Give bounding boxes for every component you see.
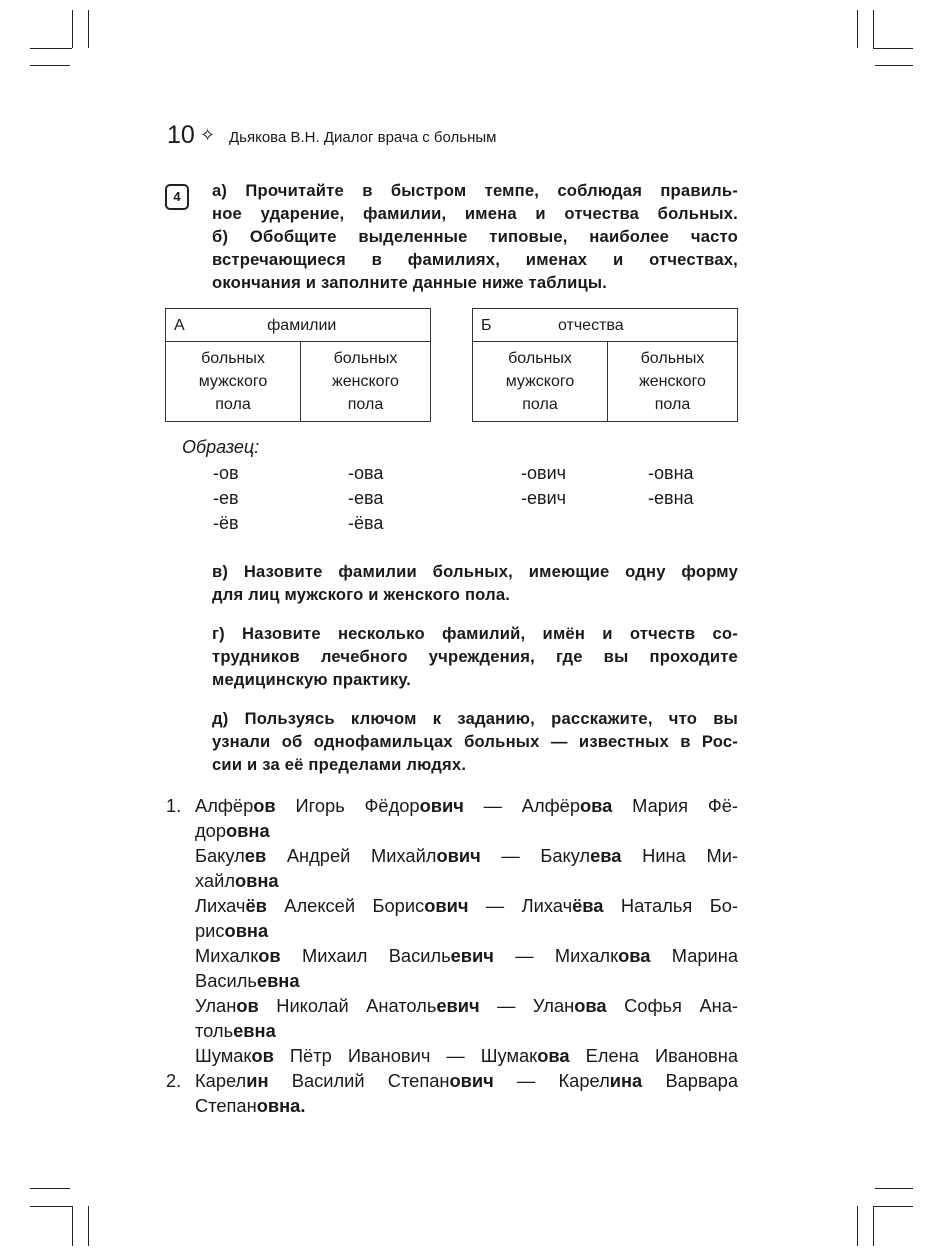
name-text: Пётр Иванович — Шумак [273,1045,538,1066]
crop-mark [873,1206,874,1246]
crop-mark [30,1188,70,1189]
column-male: больных мужского пола [166,342,301,422]
list-line [195,795,738,817]
crop-mark [30,1206,72,1207]
name-text: Шумак [195,1045,252,1066]
highlighted-ending: ова [618,945,651,966]
highlighted-ending: евна [233,1020,276,1041]
highlighted-ending: овна [234,870,279,891]
name-text: Андрей Михайл [266,845,437,866]
name-text: Степан [195,1095,257,1116]
highlighted-ending: ёва [572,895,604,916]
highlighted-ending: ева [590,845,622,866]
list-line [195,895,738,917]
name-text: Николай Анатоль [258,995,437,1016]
name-text: Бакул [195,845,245,866]
running-title: Дьякова В.Н. Диалог врача с больным [229,129,497,146]
list-number: 2. [166,1070,182,1091]
list-line [195,870,738,892]
name-text: Алексей Борис [266,895,425,916]
crop-mark [30,65,70,66]
list-line [195,1045,738,1067]
name-text: Софья Ана- [606,995,738,1016]
list-line [195,920,738,942]
name-text: Варвара [642,1070,738,1091]
column-male: больных мужского пола [473,342,608,422]
star-ornament-icon: ✧ [200,125,216,145]
highlighted-ending: овна. [256,1095,306,1116]
ending: -евна [648,488,694,508]
instruction-line: б) Обобщите выделенные типовые, наиболее часто [212,227,738,246]
list-line [195,1070,738,1092]
name-text: Игорь Фёдор [275,795,420,816]
ending: -овна [648,463,694,483]
ending: -евич [521,488,566,508]
instruction-line: медицинскую практику. [212,670,412,689]
name-text: Елена Ивановна [569,1045,738,1066]
instruction-line: сии и за её пределами людях. [212,755,467,774]
highlighted-ending: ёв [245,895,267,916]
list-number: 1. [166,795,182,816]
name-text: Михаил Василь [280,945,451,966]
ending: -ёва [348,513,384,533]
highlighted-ending: ова [537,1045,570,1066]
highlighted-ending: ов [258,945,281,966]
list-line [195,995,738,1017]
crop-mark [857,1206,858,1246]
name-text: Нина Ми- [621,845,738,866]
highlighted-ending: овна [226,820,270,841]
list-line [195,945,738,967]
instruction-line: в) Назовите фамилии больных, имеющие одну форму [212,562,738,581]
highlighted-ending: ина [609,1070,643,1091]
instruction-line: узнали об однофамильцах больных — известных в Рос- [212,732,738,751]
table-surnames [165,308,431,422]
crop-mark [875,65,913,66]
instruction-line: встречающиеся в фамилиях, именах и отчествах, [212,250,738,269]
name-text: Карел [195,1070,247,1091]
crop-mark [72,1206,73,1246]
name-text: Василь [195,970,257,991]
instruction-line: д) Пользуясь ключом к заданию, расскажите, что вы [212,709,738,728]
instruction-line: для лиц мужского и женского пола. [212,585,511,604]
highlighted-ending: овна [224,920,269,941]
table-title: фамилии [267,316,337,334]
highlighted-ending: евич [436,995,480,1016]
name-text: Наталья Бо- [603,895,739,916]
highlighted-ending: ев [244,845,267,866]
list-line [195,1020,738,1042]
ending: -ович [521,463,566,483]
ending: -ова [348,463,384,483]
highlighted-ending: ович [419,795,464,816]
sample-label: Образец: [182,437,260,457]
name-text: хайл [195,870,235,891]
ending: -ов [213,463,239,483]
crop-mark [873,48,913,49]
name-text: рис [195,920,225,941]
crop-mark [88,1206,89,1246]
instruction-line: окончания и заполните данные ниже таблицы. [212,273,608,292]
task-number-badge: 4 [165,184,189,210]
highlighted-ending: ович [424,895,469,916]
name-text: — Лихач [468,895,573,916]
name-text: — Алфёр [463,795,580,816]
highlighted-ending: ин [246,1070,269,1091]
ending: -ёв [213,513,239,533]
highlighted-ending: ович [436,845,481,866]
name-text: — Улан [479,995,575,1016]
highlighted-ending: ова [574,995,607,1016]
crop-mark [873,1206,913,1207]
table-patronymics [472,308,738,422]
ending: -ев [213,488,239,508]
crop-mark [875,1188,913,1189]
instruction-line: а) Прочитайте в быстром темпе, соблюдая правиль- [212,181,738,200]
list-line [195,970,738,992]
crop-mark [857,10,858,48]
name-text: Лихач [195,895,246,916]
crop-mark [30,48,72,49]
crop-mark [72,10,73,48]
highlighted-ending: евна [256,970,300,991]
list-line [195,820,738,842]
table-letter: А [174,316,185,334]
name-text: Марина [650,945,739,966]
highlighted-ending: ов [236,995,259,1016]
name-text: Василий Степан [268,1070,450,1091]
table-letter: Б [481,316,492,334]
name-text: — Бакул [480,845,591,866]
highlighted-ending: ов [251,1045,274,1066]
instruction-line: ное ударение, фамилии, имена и отчества больных. [212,204,738,223]
highlighted-ending: ова [580,795,613,816]
column-female: больных женского пола [608,342,738,422]
list-line [195,1095,738,1117]
name-text: дор [195,820,227,841]
instruction-line: г) Назовите несколько фамилий, имён и отчеств со- [212,624,738,643]
highlighted-ending: ович [449,1070,494,1091]
page-number: 10 [167,121,195,149]
name-text: Михалк [195,945,259,966]
crop-mark [873,10,874,48]
highlighted-ending: евич [450,945,494,966]
highlighted-ending: ов [253,795,276,816]
list-line [195,845,738,867]
table-title: отчества [557,316,624,334]
crop-mark [88,10,89,48]
column-female: больных женского пола [301,342,431,422]
name-text: — Михалк [493,945,619,966]
name-text: Мария Фё- [612,795,738,816]
ending: -ева [348,488,384,508]
name-text: Алфёр [195,795,254,816]
name-text: толь [195,1020,234,1041]
name-text: Улан [195,995,237,1016]
name-text: — Карел [493,1070,610,1091]
instruction-line: трудников лечебного учреждения, где вы проходите [212,647,738,666]
